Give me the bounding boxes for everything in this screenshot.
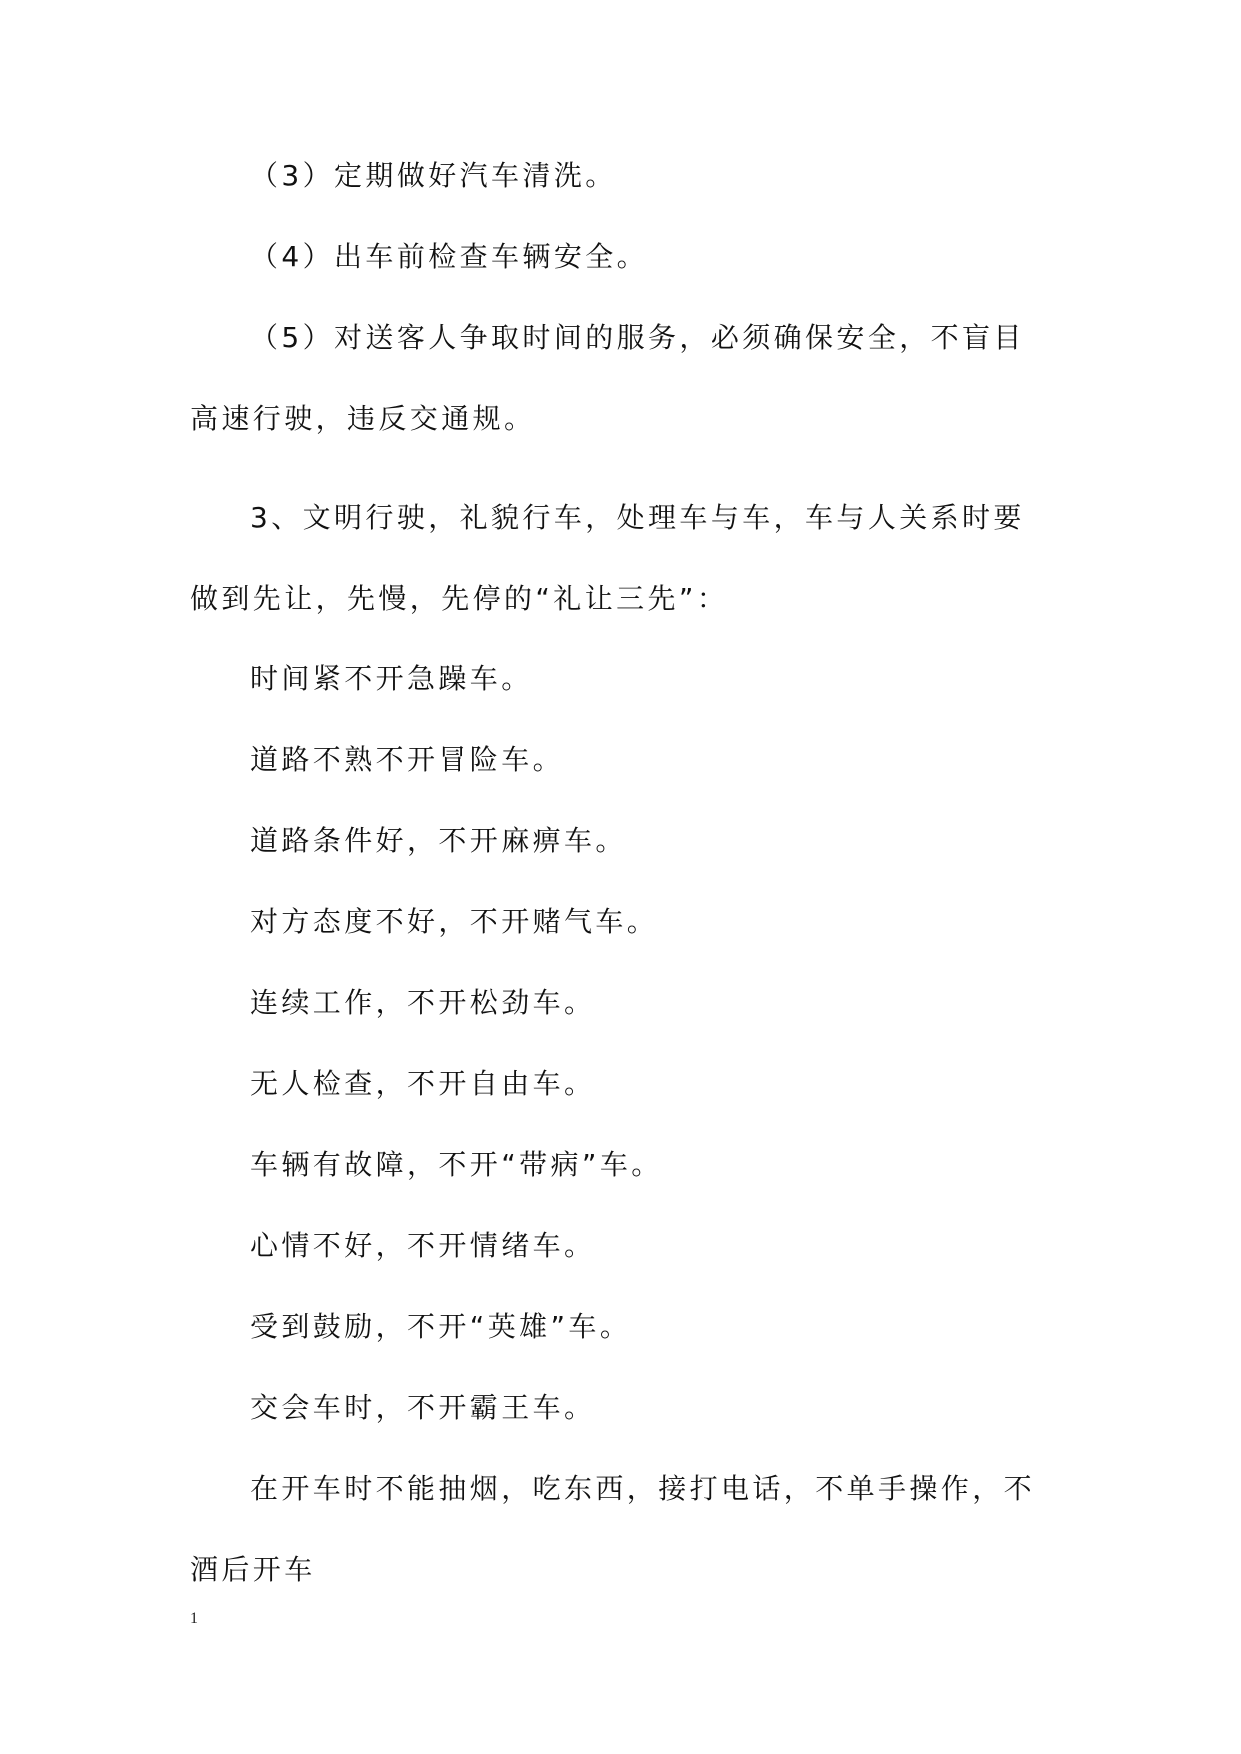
paragraph-13: 受到鼓励，不开“英雄”车。 xyxy=(250,1310,632,1343)
paragraph-3: （5）对送客人争取时间的服务，必须确保安全，不盲目高速行驶，违反交通规。 xyxy=(190,321,1025,435)
paragraph-4: 3、文明行驶，礼貌行车，处理车与车，车与人关系时要做到先让，先慢，先停的“礼让三先”： xyxy=(190,501,1025,615)
document-body xyxy=(190,154,1056,1610)
paragraph-8: 对方态度不好，不开赌气车。 xyxy=(250,905,659,938)
paragraph-12: 心情不好，不开情绪车。 xyxy=(250,1229,596,1262)
paragraph-15: 在开车时不能抽烟，吃东西，接打电话，不单手操作，不酒后开车 xyxy=(190,1472,1036,1586)
paragraph-6: 道路不熟不开冒险车。 xyxy=(250,743,565,776)
paragraph-1: （3）定期做好汽车清洗。 xyxy=(250,159,617,192)
paragraph-11: 车辆有故障，不开“带病”车。 xyxy=(250,1148,663,1181)
page-number: 1 xyxy=(190,1610,198,1627)
paragraph-14: 交会车时，不开霸王车。 xyxy=(250,1391,596,1424)
paragraph-10: 无人检查，不开自由车。 xyxy=(250,1067,596,1100)
paragraph-9: 连续工作，不开松劲车。 xyxy=(250,986,596,1019)
paragraph-2: （4）出车前检查车辆安全。 xyxy=(250,240,649,273)
paragraph-7: 道路条件好，不开麻痹车。 xyxy=(250,824,627,857)
paragraph-5: 时间紧不开急躁车。 xyxy=(250,662,533,695)
